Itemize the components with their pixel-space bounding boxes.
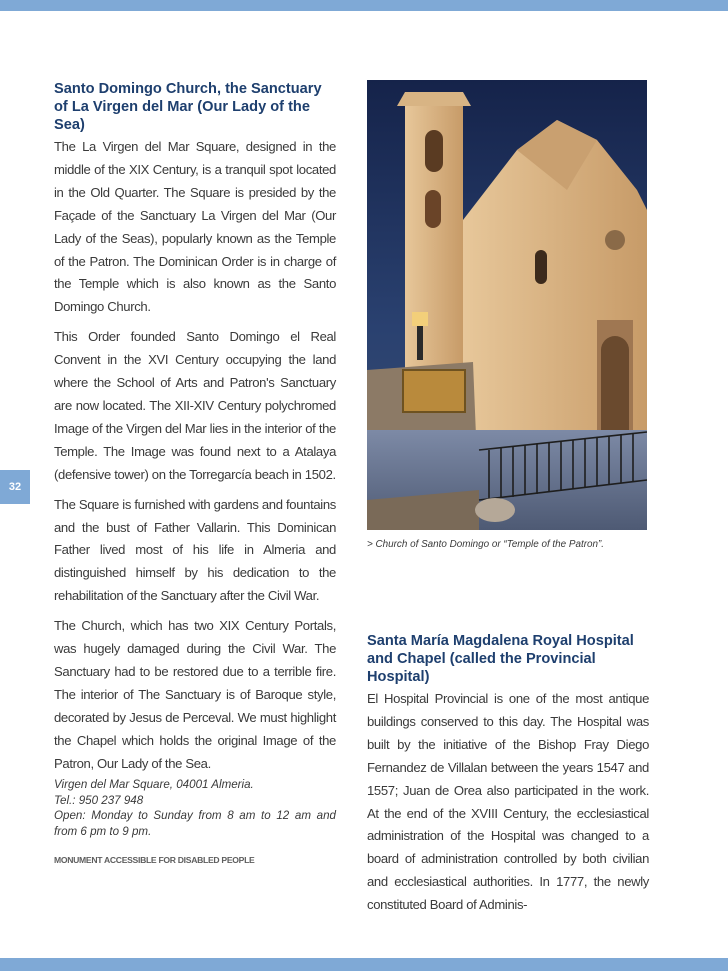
hospital-paragraph: El Hospital Provincial is one of the most antique buildings conserved to this day. The Hospital was built by the initiative of the Bishop Fray Diego Fernandez de Villalan between the years 1547 and 1557; Juan de Orea also participated in the work. At the end of the XVIII Century, the ecclesiastical administration of the Hospital was changed to a board of administration controlled by both civilian and ecclesiastical authorities. In 1777, the newly constituted Board of Adminis- xyxy=(367,691,649,913)
church-paragraph-1: The La Virgen del Mar Square, designed in the middle of the XIX Century, is a tranquil spot located in the Old Quarter. The Square is presided by the Façade of the Sanctuary La Virgen del Mar (Our Lady of the Seas), popularly known as the Temple of the Patron. The Dominican Order is in charge of the Temple which is also known as the Santo Domingo Church. xyxy=(54,139,336,315)
right-column xyxy=(367,632,649,924)
page-number: 32 xyxy=(8,481,22,493)
page-number-tab xyxy=(0,470,30,504)
church-paragraph-3: The Square is furnished with gardens and fountains and the bust of Father Vallarin. This Dominican Father lived most of his life in Almeria and distinguished himself by his dedication to the rehabilitation of the Sanctuary after the Civil War. xyxy=(54,496,336,604)
church-heading: Santo Domingo Church, the Sanctuary of La Virgen del Mar (Our Lady of the Sea) xyxy=(54,81,322,133)
accessibility-note: MONUMENT ACCESSIBLE FOR DISABLED PEOPLE xyxy=(54,855,255,866)
church-phone: Tel.: 950 237 948 xyxy=(54,793,144,807)
photo-caption: > Church of Santo Domingo or “Temple of the Patron”. xyxy=(367,539,605,550)
top-color-band xyxy=(0,0,728,11)
hospital-heading: Santa María Magdalena Royal Hospital and Chapel (called the Provincial Hospital) xyxy=(367,633,634,685)
church-address: Virgen del Mar Square, 04001 Almeria. xyxy=(54,778,254,792)
left-column xyxy=(54,80,336,865)
church-photo xyxy=(367,80,647,530)
church-illustration xyxy=(367,80,647,530)
church-paragraph-2: This Order founded Santo Domingo el Real Convent in the XVI Century occupying the land where the School of Arts and Patron's Sanctuary are now located. The XII-XIV Century polychromed Image of the Virgen del Mar lies in the interior of the Temple. The Image was found next to a Atalaya (defensive tower) on the Torregarcía beach in 1502. xyxy=(54,329,336,482)
church-paragraph-4: The Church, which has two XIX Century Portals, was hugely damaged during the Civil War. The Sanctuary had to be restored due to a terrible fire. The interior of The Sanctuary is of Baroque style, decorated by Jesus de Perceval. We must highlight the Chapel which holds the original Image of the Patron, Our Lady of the Sea. xyxy=(54,618,336,771)
bottom-color-band xyxy=(0,958,728,971)
church-opening-hours: Open: Monday to Sunday from 8 am to 12 am and from 6 pm to 9 pm. xyxy=(54,809,336,838)
